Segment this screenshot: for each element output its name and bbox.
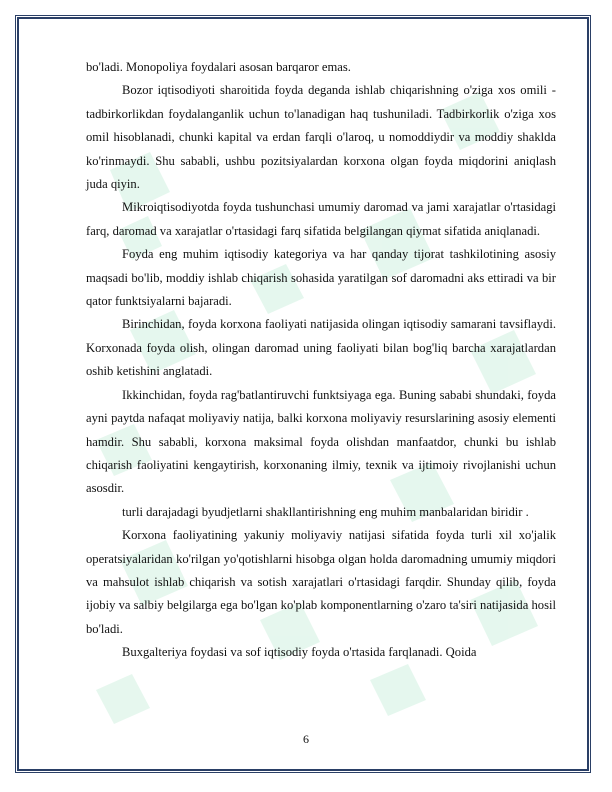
- paragraph: Korxona faoliyatining yakuniy moliyaviy natijasi sifatida foyda turli xil xo'jalik operatsiyalaridan ko'rilgan yo'qotishlarni hisobga olgan holda daromadning umumiy miqdori va mahsulot ishlab chiqarish va sotish xarajatlari o'rtasidagi farqdir. Shunday qilib, foyda ijobiy va salbiy belgilarga ega bo'lgan ko'plab komponentlarning o'zaro ta'siri natijasida hosil bo'ladi.: [86, 528, 556, 636]
- page-number: 6: [303, 732, 309, 746]
- paragraph: Bozor iqtisodiyoti sharoitida foyda deganda ishlab chiqarishning o'ziga xos omili - tadbirkorlikdan foydalanganlik uchun to'lanadigan haq tushuniladi. Tadbirkorlik o'ziga xos omil hisoblanadi, chunki kapital va erdan farqli o'laroq, u nomoddiydir va moddiy shaklda ko'rinmaydi. Shu sababli, ushbu pozitsiyalardan korxona olgan foyda miqdorini aniqlash juda qiyin.: [86, 83, 556, 192]
- paragraph: Mikroiqtisodiyotda foyda tushunchasi umumiy daromad va jami xarajatlar o'rtasidagi farq, daromad va xarajatlar o'rtasidagi farq sifatida belgilangan qiymat sifatida aniqlanadi.: [86, 200, 556, 238]
- paragraph: Ikkinchidan, foyda rag'batlantiruvchi funktsiyaga ega. Buning sababi shundaki, foyda ayni paytda nafaqat moliyaviy natija, balki korxona moliyaviy resurslarining asosiy elementi hamdir. Shu sababli, korxona maksimal foyda olishdan manfaatdor, chunki bu ishlab chiqarish faoliyatini kengaytirish, korxonaning ilmiy, texnik va ijtimoiy rivojlanishi uchun asosdir.: [86, 387, 556, 496]
- document-body: [86, 56, 556, 665]
- paragraph: Buxgalteriya foydasi va sof iqtisodiy foyda o'rtasida farqlanadi. Qoida: [122, 645, 477, 660]
- paragraph: Birinchidan, foyda korxona faoliyati natijasida olingan iqtisodiy samarani tavsiflaydi. Korxonada foyda olish, olingan daromad uning faoliyati bilan bog'liq barcha xarajatlardan oshib ketishini anglatadi.: [86, 317, 556, 379]
- paragraph: turli darajadagi byudjetlarni shakllantirishning eng muhim manbalaridan biridir .: [122, 504, 529, 519]
- paragraph: bo'ladi. Monopoliya foydalari asosan barqaror emas.: [86, 60, 351, 74]
- paragraph: Foyda eng muhim iqtisodiy kategoriya va har qanday tijorat tashkilotining asosiy maqsadi bo'lib, moddiy ishlab chiqarish sohasida yaratilgan sof daromadni aks ettiradi va bir qator funktsiyalarni bajaradi.: [86, 247, 556, 309]
